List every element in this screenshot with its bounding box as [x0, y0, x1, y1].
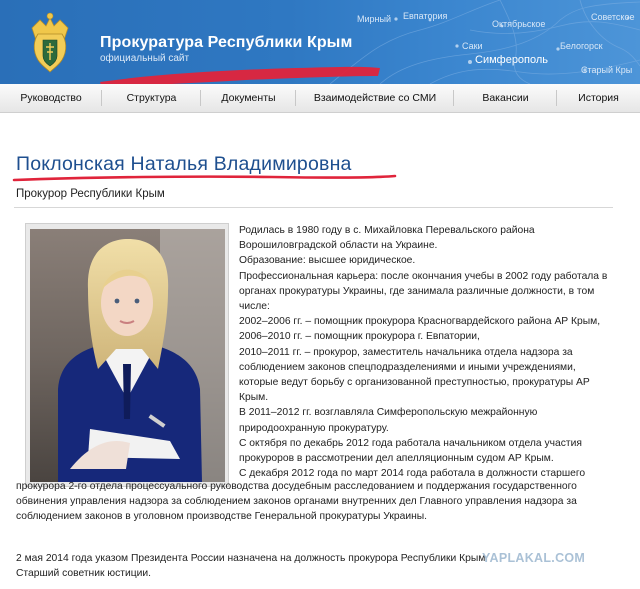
main-navigation — [0, 84, 640, 113]
bio-line: 2002–2006 гг. – помощник прокурора Красногвардейского района АР Крым, — [239, 316, 601, 328]
bio-line: Образование: высшее юридическое. — [239, 255, 416, 267]
city-label: Мирный — [357, 14, 391, 24]
nav-item-documents[interactable]: Документы — [201, 84, 296, 112]
nav-item-structure[interactable]: Структура — [102, 84, 201, 112]
site-subtitle: официальный сайт — [100, 53, 190, 64]
bio-line: Ворошиловградской области на Украине. — [239, 240, 438, 252]
bio-line: Профессиональная карьера: после окончания учебы в 2002 году работала в — [239, 270, 608, 282]
red-marker-scribble — [96, 58, 386, 84]
divider — [14, 207, 613, 208]
red-underline — [12, 172, 397, 186]
city-label: Белогорск — [560, 41, 603, 51]
bio-line: 2 мая 2014 года указом Президента России назначена на должность прокурора Республики Крым — [16, 553, 486, 564]
portrait-photo — [30, 229, 225, 482]
bio-line: соблюдением законов в уголовном производстве Генеральной прокуратуры Украины. — [16, 511, 428, 523]
person-position: Прокурор Республики Крым — [16, 188, 165, 200]
nav-item-leadership[interactable]: Руководство — [0, 84, 102, 112]
bio-line: С октября по декабрь 2012 года работала начальником отдела участия — [239, 437, 582, 449]
prosecutor-emblem-icon[interactable] — [26, 10, 74, 74]
watermark-logo: YAPLAKAL.COM — [482, 551, 586, 565]
bio-line: числе: — [239, 301, 270, 313]
bio-line: В 2011–2012 гг. возглавляла Симферопольскую межрайонную — [239, 407, 538, 419]
bio-line: которые ведут борьбу с организованной преступностью, прокуратуры АР — [239, 377, 590, 389]
biography-text — [239, 223, 617, 481]
city-label: Советское — [591, 12, 635, 22]
bio-line: Старший советник юстиции. — [16, 568, 151, 580]
bio-line: Крым. — [239, 392, 269, 404]
city-label: Саки — [462, 41, 483, 51]
bio-line: 2006–2010 гг. – помощник прокурора г. Евпатории, — [239, 331, 480, 343]
nav-item-history[interactable]: История — [578, 92, 619, 104]
bio-line: соблюдением законов спецподразделениями и иными учреждениями, — [239, 361, 576, 373]
city-label: Старый Кры — [581, 65, 633, 75]
bio-line: прокурора 2-го отдела процессуального руководства досудебным расследованием и поддержания государственного — [16, 481, 577, 492]
city-label: Октябрьское — [492, 19, 546, 29]
bio-line: Родилась в 1980 году в с. Михайловка Перевальского района — [239, 225, 535, 236]
bio-line: органах прокуратуры Украины, где занимала различные должности, в том — [239, 285, 595, 297]
bio-line: 2010–2011 гг. – прокурор, заместитель начальника отдела надзора за — [239, 346, 573, 358]
biography-text-continued — [16, 479, 616, 525]
bio-line: С декабря 2012 года по март 2014 года работала в должности старшего — [239, 468, 586, 480]
city-label: Симферополь — [475, 54, 549, 66]
nav-item-media[interactable]: Взаимодействие со СМИ — [296, 84, 454, 112]
bio-line: природоохранную прокуратуру. — [239, 422, 389, 434]
city-label: Евпатория — [403, 11, 448, 21]
site-header — [0, 0, 640, 84]
site-title[interactable]: Прокуратура Республики Крым — [100, 34, 353, 51]
bio-line: обвинения управления надзора за соблюдением законов органами внутренних дел Главного управления надзора за — [16, 496, 577, 508]
bio-line: прокуроров в рассмотрении дел апелляционным судом АР Крым. — [239, 453, 554, 465]
person-name: Поклонская Наталья Владимировна — [16, 153, 352, 175]
nav-item-vacancies[interactable]: Вакансии — [454, 84, 557, 112]
